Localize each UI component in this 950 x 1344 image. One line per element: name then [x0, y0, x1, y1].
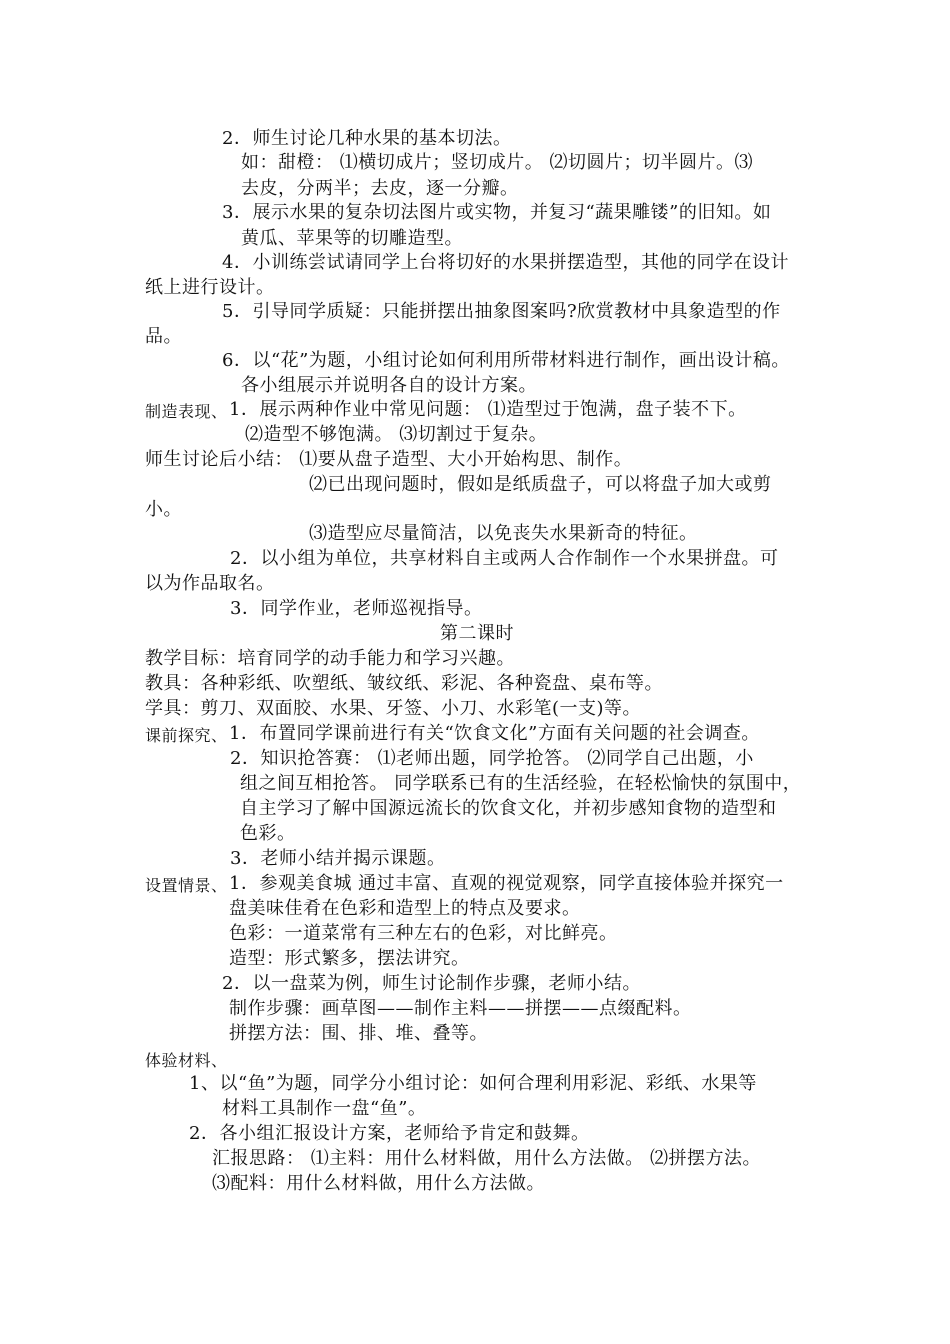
- section-label: 体验材料、: [145, 1051, 228, 1070]
- text-line: 以为作品取名。: [145, 573, 275, 594]
- section-label: 制造表现、: [145, 402, 228, 421]
- text-line: 小。: [145, 499, 182, 520]
- text-line: 组之间互相抢答。 同学联系已有的生活经验，在轻松愉快的氛围中，: [240, 773, 802, 794]
- text-line: ⑵已出现问题时，假如是纸质盘子，可以将盘子加大或剪: [309, 474, 772, 495]
- text-line: 2．知识抢答赛： ⑴老师出题，同学抢答。 ⑵同学自己出题，小: [230, 748, 754, 769]
- text-line: 1、以“鱼”为题，同学分小组讨论：如何合理利用彩泥、彩纸、水果等: [189, 1073, 757, 1094]
- text-line: 教具：各种彩纸、吹塑纸、皱纹纸、彩泥、各种瓷盘、桌布等。: [145, 673, 663, 694]
- text-line: 拼摆方法：围、排、堆、叠等。: [229, 1023, 488, 1044]
- text-line: 3．展示水果的复杂切法图片或实物，并复习“蔬果雕镂”的旧知。如: [222, 202, 772, 223]
- text-line: 3．老师小结并揭示课题。: [230, 848, 446, 869]
- text-line: 材料工具制作一盘“鱼”。: [222, 1098, 427, 1119]
- lesson-heading: 第二课时: [440, 623, 514, 644]
- section-label: 设置情景、: [145, 876, 228, 895]
- text-line: 2．各小组汇报设计方案，老师给予肯定和鼓舞。: [189, 1123, 590, 1144]
- text-line: 3．同学作业，老师巡视指导。: [230, 598, 483, 619]
- text-line: 学具：剪刀、双面胶、水果、牙签、小刀、水彩笔(一支)等。: [145, 698, 642, 719]
- text-line: 色彩。: [240, 823, 296, 844]
- text-line: ⑶配料：用什么材料做，用什么方法做。: [212, 1173, 545, 1194]
- text-line: ⑵造型不够饱满。 ⑶切割过于复杂。: [245, 424, 548, 445]
- text-line: 教学目标：培育同学的动手能力和学习兴趣。: [145, 648, 515, 669]
- text-line: 2．以小组为单位，共享材料自主或两人合作制作一个水果拼盘。可: [230, 548, 779, 569]
- text-line: 4．小训练尝试请同学上台将切好的水果拼摆造型，其他的同学在设计: [222, 252, 789, 273]
- text-line: 如：甜橙： ⑴横切成片；竖切成片。 ⑵切圆片；切半圆片。⑶: [241, 152, 753, 173]
- text-line: 2．以一盘菜为例，师生讨论制作步骤，老师小结。: [222, 973, 641, 994]
- text-line: 造型：形式繁多，摆法讲究。: [229, 948, 470, 969]
- text-line: 师生讨论后小结： ⑴要从盘子造型、大小开始构思、制作。: [145, 449, 633, 470]
- text-line: 1．展示两种作业中常见问题： ⑴造型过于饱满，盘子装不下。: [229, 399, 747, 420]
- text-line: 黄瓜、苹果等的切雕造型。: [241, 228, 463, 249]
- text-line: 自主学习了解中国源远流长的饮食文化，并初步感知食物的造型和: [240, 798, 777, 819]
- text-line: 制作步骤：画草图——制作主料——拼摆——点缀配料。: [229, 998, 692, 1019]
- text-line: 汇报思路： ⑴主料：用什么材料做，用什么方法做。 ⑵拼摆方法。: [212, 1148, 761, 1169]
- text-line: 色彩：一道菜常有三种左右的色彩，对比鲜亮。: [229, 923, 618, 944]
- text-line: 6．以“花”为题，小组讨论如何利用所带材料进行制作，画出设计稿。: [222, 350, 790, 371]
- text-line: 1．参观美食城 通过丰富、直观的视觉观察，同学直接体验并探究一: [229, 873, 784, 894]
- text-line: 品。: [145, 326, 182, 347]
- text-line: 2．师生讨论几种水果的基本切法。: [222, 128, 512, 149]
- section-label: 课前探究、: [145, 726, 228, 745]
- text-line: 5．引导同学质疑：只能拼摆出抽象图案吗?欣赏教材中具象造型的作: [222, 301, 781, 322]
- text-line: 1．布置同学课前进行有关“饮食文化”方面有关问题的社会调查。: [229, 723, 760, 744]
- text-line: 盘美味佳肴在色彩和造型上的特点及要求。: [229, 898, 581, 919]
- text-line: 纸上进行设计。: [145, 277, 275, 298]
- text-line: 去皮，分两半；去皮，逐一分瓣。: [241, 178, 519, 199]
- text-line: ⑶造型应尽量简洁，以免丧失水果新奇的特征。: [309, 523, 698, 544]
- text-line: 各小组展示并说明各自的设计方案。: [241, 375, 537, 396]
